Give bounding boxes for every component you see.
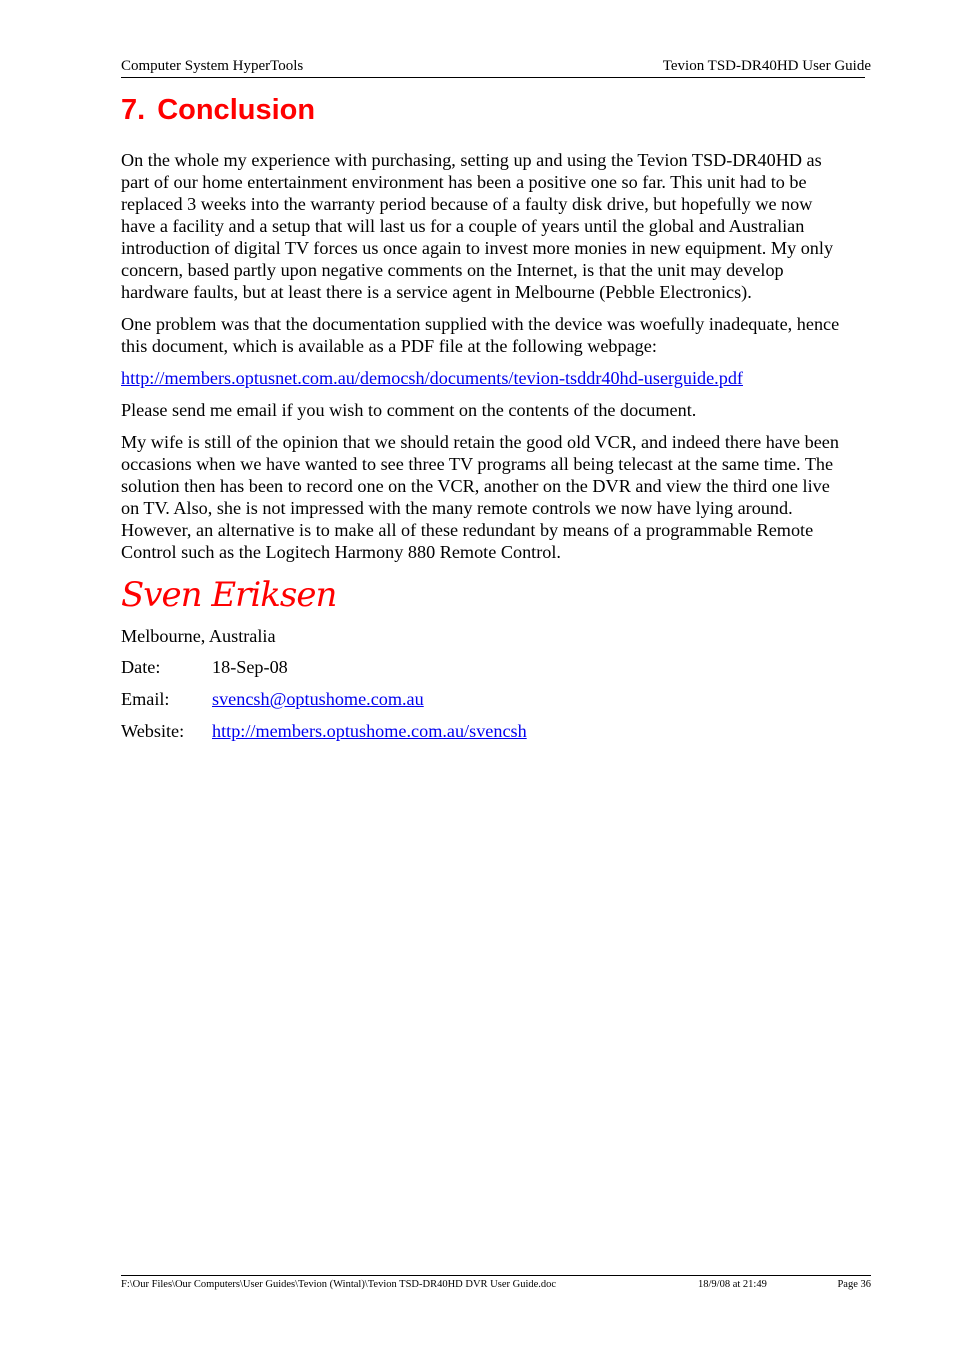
paragraph-vcr: My wife is still of the opinion that we should retain the good old VCR, and indeed there have been occasions when we have wanted to see three TV programs all being telecast at the same time. The solution then has been to record one on the VCR, another on the DVR and view the third one live on TV. Also, she is not impressed with the many remote controls we now have lying around. However, an alternative is to make all of these redundant by means of a programmable Remote Control such as the Logitech Harmony 880 Remote Control.	[121, 432, 839, 562]
footer-date: 18/9/08 at 21:49	[698, 1279, 767, 1290]
date-value: 18-Sep-08	[212, 657, 288, 677]
author-location	[121, 625, 851, 647]
email-label: Email:	[121, 689, 170, 709]
header-left-title: Computer System HyperTools	[121, 58, 304, 74]
header-right-title: Tevion TSD-DR40HD User Guide	[662, 58, 871, 74]
paragraph-link	[121, 367, 851, 389]
running-footer	[121, 1275, 871, 1290]
website-label: Website:	[121, 721, 185, 741]
author-signature: Sven Eriksen	[121, 575, 337, 615]
paragraph-documentation: One problem was that the documentation supplied with the device was woefully inadequate, hence this document, which is available as a PDF file at the following webpage:	[121, 314, 840, 356]
email-link[interactable]: svencsh@optushome.com.au	[212, 689, 424, 709]
location-text: Melbourne, Australia	[121, 626, 276, 646]
paragraph-experience: On the whole my experience with purchasing, setting up and using the Tevion TSD-DR40HD as part of our home entertainment environment has been a positive one so far. This unit had to be replaced 3 weeks into the warranty period because of a faulty disk drive, but hopefully we now have a facility and a setup that will last us for a couple of years until the global and Australian introduction of digital TV forces us once again to invest more monies in new equipment. My only concern, based partly upon negative comments on the Internet, is that the unit may develop hardware faults, but at least there is a service agent in Melbourne (Pebble Electronics).	[121, 150, 834, 302]
date-label: Date:	[121, 657, 161, 677]
body-text	[121, 149, 851, 752]
paragraph-feedback: Please send me email if you wish to comment on the contents of the document.	[121, 400, 697, 420]
website-row	[121, 720, 851, 742]
section-number: 7.	[121, 94, 146, 126]
section-heading	[121, 94, 315, 127]
footer-page-number: Page 36	[837, 1279, 871, 1290]
running-header	[121, 57, 871, 78]
website-link[interactable]: http://members.optushome.com.au/svencsh	[212, 721, 527, 741]
footer-file-path: F:\Our Files\Our Computers\User Guides\Tevion (Wintal)\Tevion TSD-DR40HD DVR User Guide.doc	[121, 1279, 557, 1290]
section-title: Conclusion	[157, 94, 316, 126]
email-row	[121, 688, 851, 710]
date-row	[121, 656, 851, 678]
pdf-document-link[interactable]: http://members.optusnet.com.au/democsh/documents/tevion-tsddr40hd-userguide.pdf	[121, 368, 743, 388]
